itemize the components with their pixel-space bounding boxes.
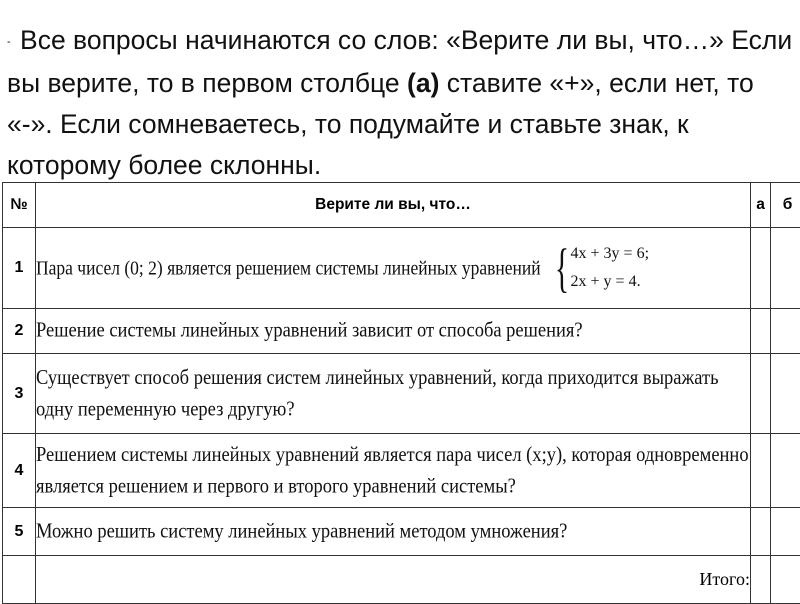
total-cell-a[interactable] <box>751 556 771 604</box>
question-cell <box>36 228 751 309</box>
table-header-row <box>3 183 800 228</box>
row-number: 5 <box>3 508 36 556</box>
question-text: Решение системы линейных уравнений зависит от способа решения? <box>36 315 583 346</box>
header-question: Верите ли вы, что… <box>36 183 751 228</box>
quiz-table <box>2 182 800 604</box>
answer-cell-b[interactable] <box>771 354 800 434</box>
header-number: № <box>3 183 36 228</box>
header-b: б <box>771 183 800 228</box>
instructions-text <box>7 20 797 186</box>
equation-1: 4x + 3y = 6; <box>571 240 650 268</box>
answer-cell-a[interactable] <box>751 309 771 354</box>
question-text: Пара чисел (0; 2) является решением системы линейных уравнений <box>36 252 541 283</box>
answer-cell-a[interactable] <box>751 434 771 508</box>
answer-cell-a[interactable] <box>751 508 771 556</box>
question-cell <box>36 508 751 556</box>
answer-cell-b[interactable] <box>771 309 800 354</box>
row-number: 2 <box>3 309 36 354</box>
header-a: а <box>751 183 771 228</box>
table-row <box>3 508 800 556</box>
question-text: Можно решить систему линейных уравнений методом умножения? <box>36 516 567 547</box>
question-text: Существует способ решения систем линейных уравнений, когда приходится выражать одну переменную через другую? <box>36 362 750 425</box>
answer-cell-a[interactable] <box>751 354 771 434</box>
table-row <box>3 309 800 354</box>
answer-cell-b[interactable] <box>771 434 800 508</box>
column-a-marker: (а) <box>407 68 439 98</box>
total-cell-b[interactable] <box>771 556 800 604</box>
equation-system <box>549 240 649 296</box>
table-row <box>3 434 800 508</box>
answer-cell-b[interactable] <box>771 508 800 556</box>
question-text: Решением системы линейных уравнений является пара чисел (х;у), которая одновременно является решением и первого и второго уравнений системы? <box>36 439 750 502</box>
answer-cell-b[interactable] <box>771 228 800 309</box>
instructions-part2: ставите «+», если нет, то «-». Если сомневаетесь, то подумайте и ставьте знак, к которому более склонны. <box>7 68 754 180</box>
question-cell <box>36 434 751 508</box>
brace-icon: { <box>554 241 568 295</box>
answer-cell-a[interactable] <box>751 228 771 309</box>
table-row <box>3 354 800 434</box>
row-number: 1 <box>3 228 36 309</box>
question-cell <box>36 309 751 354</box>
instructions-dash: - <box>7 36 11 48</box>
row-number: 4 <box>3 434 36 508</box>
total-label: Итого: <box>36 556 751 604</box>
instructions-part1: Все вопросы начинаются со слов: «Верите ли вы, что…» Если вы верите, то в первом столбце <box>7 25 792 98</box>
table-row <box>3 228 800 309</box>
question-cell <box>36 354 751 434</box>
total-number-cell <box>3 556 36 604</box>
total-row <box>3 556 800 604</box>
equation-2: 2x + y = 4. <box>571 268 650 296</box>
row-number: 3 <box>3 354 36 434</box>
